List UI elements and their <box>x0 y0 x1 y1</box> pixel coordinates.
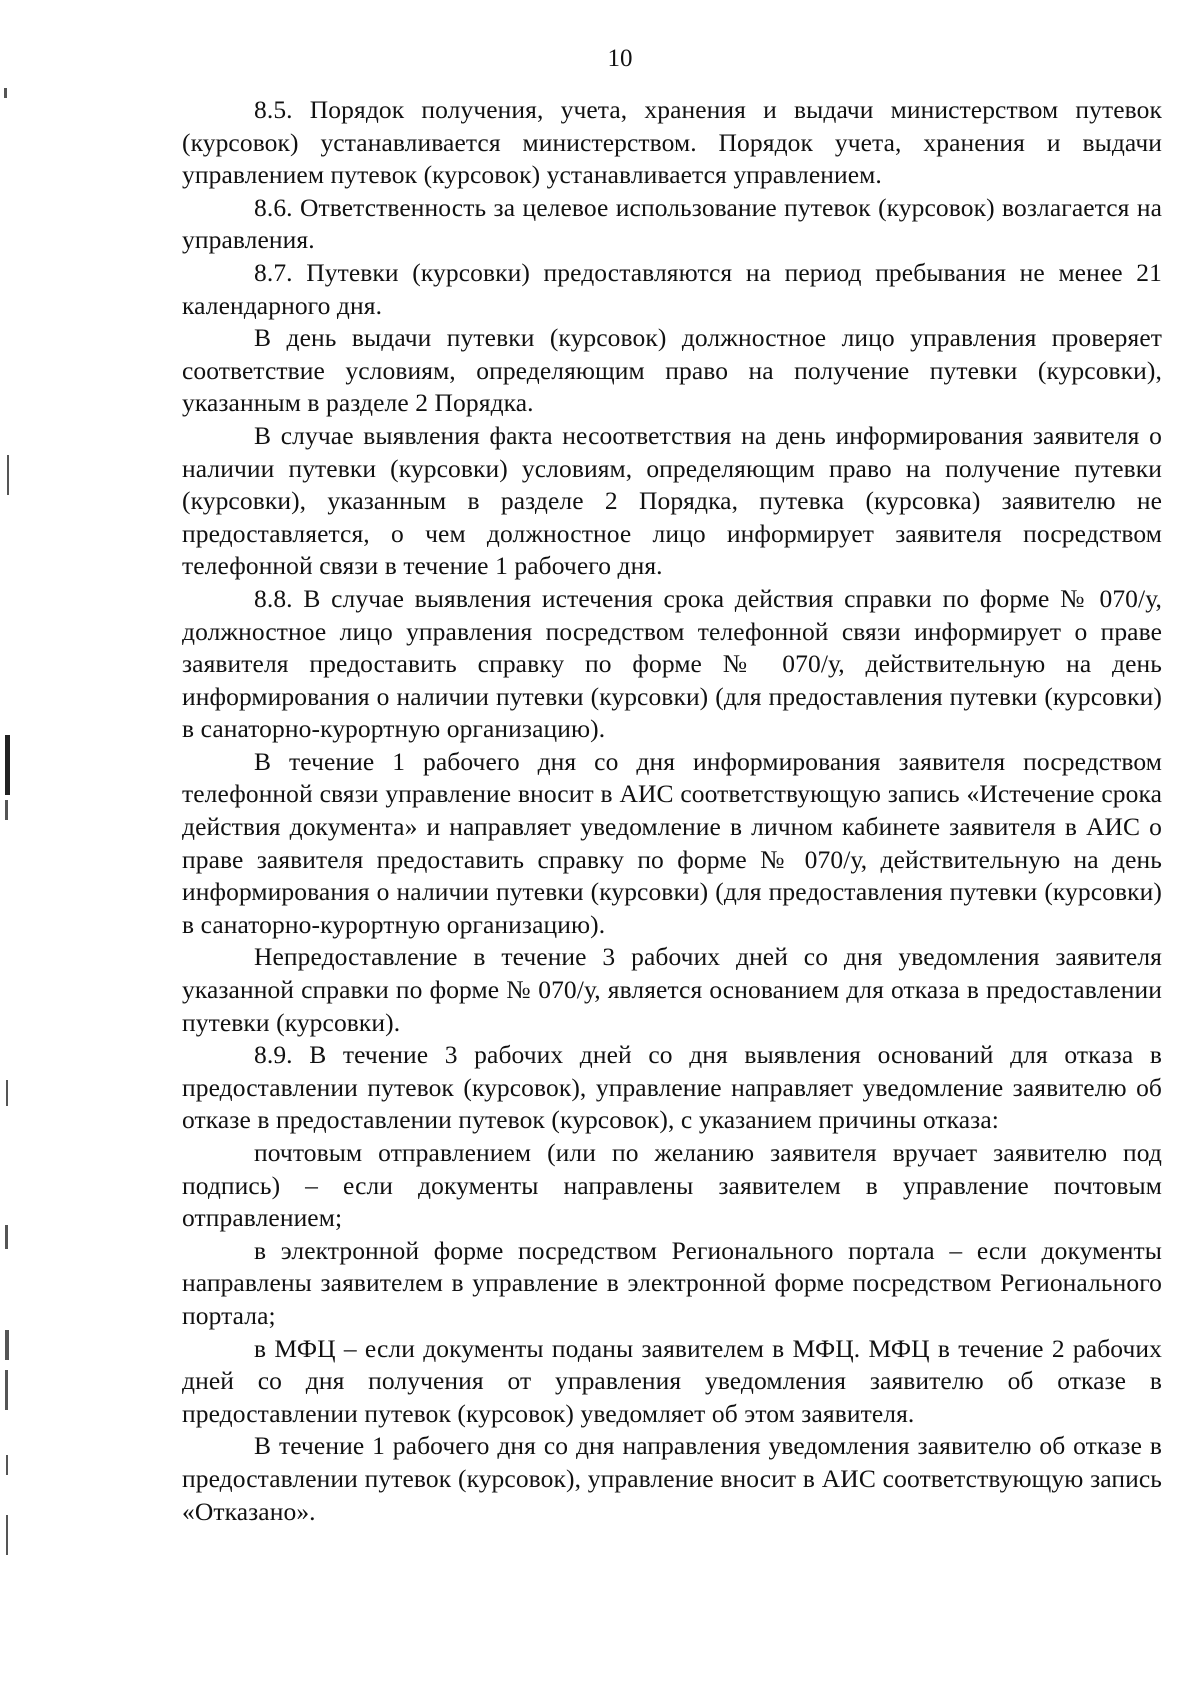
page-number: 10 <box>607 45 633 72</box>
paragraph-8-8-refusal-basis: Непредоставление в течение 3 рабочих дней со дня уведомления заявителя указанной справки по форме № 070/у, является основанием для отказа в предоставлении путевки (курсовки). <box>182 942 1162 1037</box>
paragraph-8-7: 8.7. Путевки (курсовки) предоставляются на период пребывания не менее 21 календарного дня. <box>182 257 1162 320</box>
paragraph-8-5: 8.5. Порядок получения, учета, хранения и выдачи министерством путевок (курсовок) устанавливается министерством. Порядок учета, хранения и выдачи управлением путевок (курсовок) устанавливается управлением. <box>182 95 1162 190</box>
paragraph-8-7-check: В день выдачи путевки (курсовок) должностное лицо управления проверяет соответствие условиям, определяющим право на получение путевки (курсовки), указанным в разделе 2 Порядка. <box>182 323 1162 418</box>
paragraph-8-9-electronic: в электронной форме посредством Регионального портала – если документы направлены заявителем в управление в электронной форме посредством Регионального портала; <box>182 1235 1162 1330</box>
document-body <box>182 94 1162 1528</box>
paragraph-8-6: 8.6. Ответственность за целевое использование путевок (курсовок) возлагается на управления. <box>182 192 1162 255</box>
paragraph-8-8-ais-record: В течение 1 рабочего дня со дня информирования заявителя посредством телефонной связи управление вносит в АИС соответствующую запись «Истечение срока действия документа» и направляет уведомление в личном кабинете заявителя в АИС о праве заявителя предоставить справку по форме № 070/у, действительную на день информирования о наличии путевки (курсовки) (для предоставления путевки (курсовки) в санаторно-курортную организацию). <box>182 746 1162 939</box>
scan-margin-artifacts <box>0 0 16 1697</box>
paragraph-8-8: 8.8. В случае выявления истечения срока действия справки по форме № 070/у, должностное лицо управления посредством телефонной связи информирует о праве заявителя предоставить справку по форме № 070/у, действительную на день информирования о наличии путевки (курсовки) (для предоставления путевки (курсовки) в санаторно-курортную организацию). <box>182 583 1162 744</box>
paragraph-8-9: 8.9. В течение 3 рабочих дней со дня выявления оснований для отказа в предоставлении путевок (курсовок), управление направляет уведомление заявителю об отказе в предоставлении путевок (курсовок), с указанием причины отказа: <box>182 1040 1162 1135</box>
paragraph-8-9-postal: почтовым отправлением (или по желанию заявителя вручает заявителю под подпись) – если документы направлены заявителем в управление почтовым отправлением; <box>182 1138 1162 1233</box>
paragraph-8-9-mfc: в МФЦ – если документы поданы заявителем в МФЦ. МФЦ в течение 2 рабочих дней со дня получения от управления уведомления заявителю об отказе в предоставлении путевок (курсовок) уведомляет об этом заявителя. <box>182 1333 1162 1428</box>
paragraph-8-9-ais-refused: В течение 1 рабочего дня со дня направления уведомления заявителю об отказе в предоставлении путевок (курсовок), управление вносит в АИС соответствующую запись «Отказано». <box>182 1431 1162 1526</box>
paragraph-8-7-mismatch: В случае выявления факта несоответствия на день информирования заявителя о наличии путевки (курсовки) условиям, определяющим право на получение путевки (курсовки), указанным в разделе 2 Порядка, путевка (курсовка) заявителю не предоставляется, о чем должностное лицо информирует заявителя посредством телефонной связи в течение 1 рабочего дня. <box>182 420 1162 581</box>
